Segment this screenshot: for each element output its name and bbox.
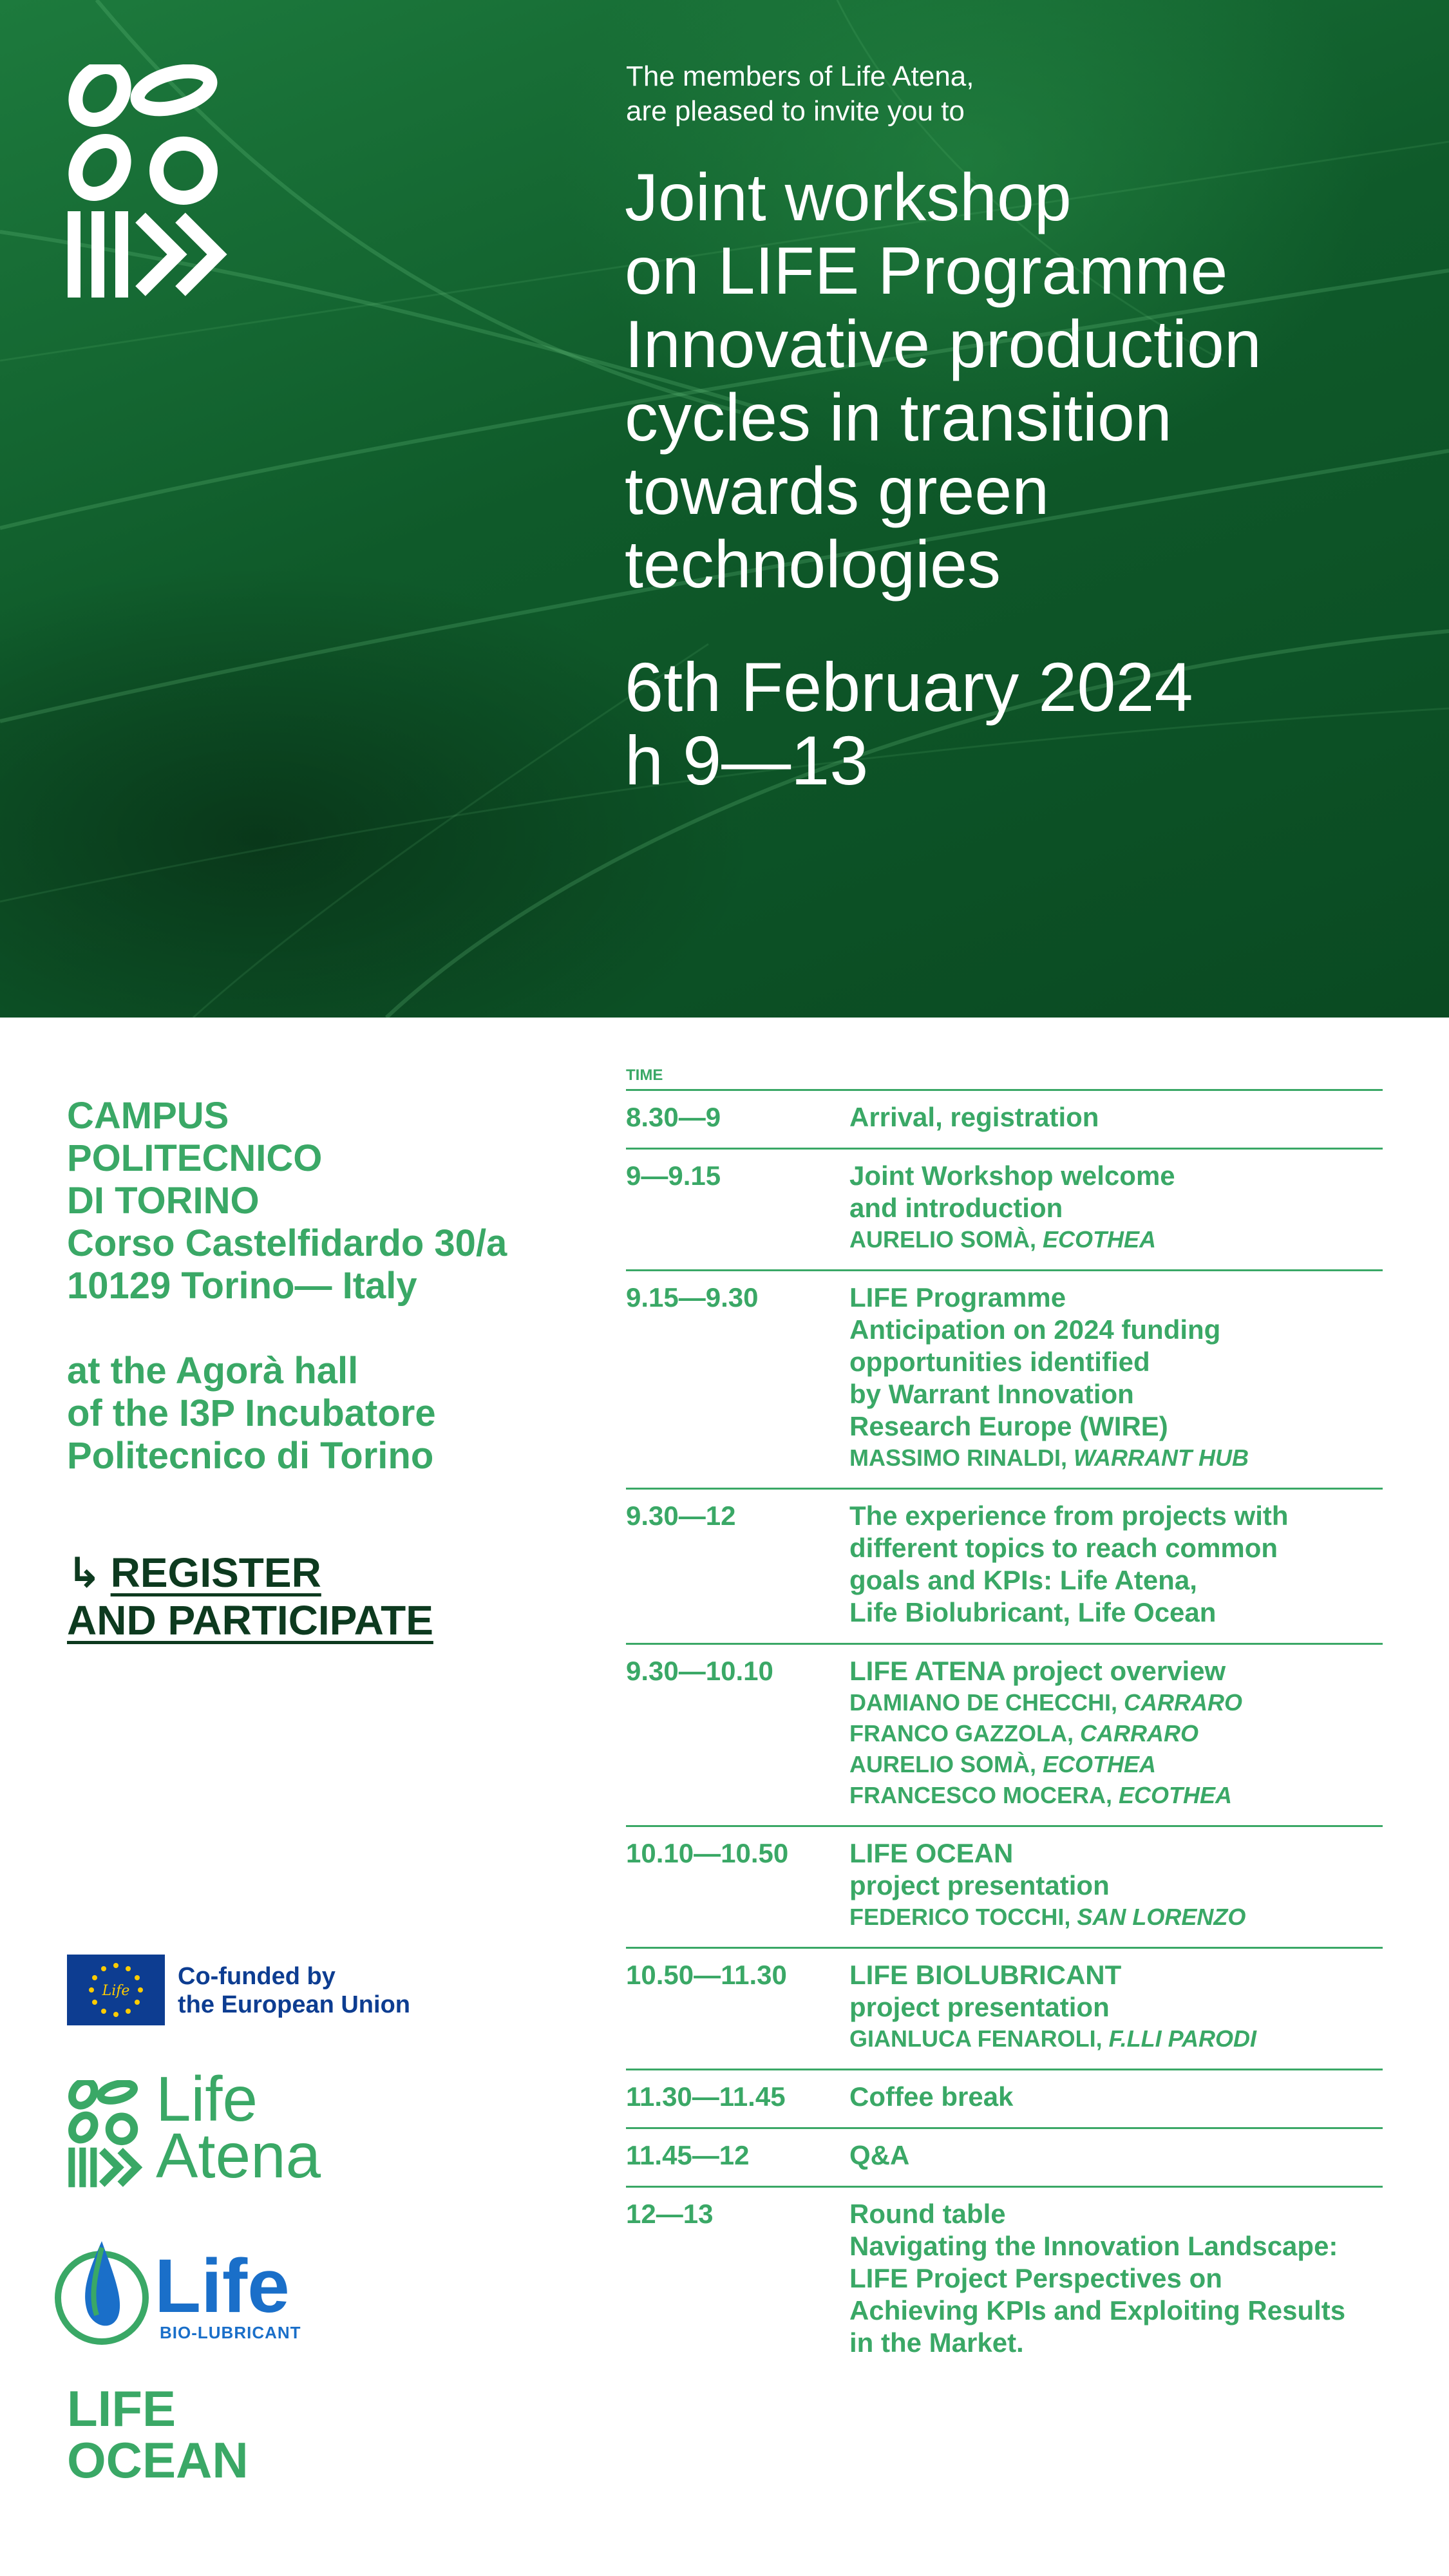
hall-line: of the I3P Incubatore xyxy=(67,1392,436,1434)
session-title-line: LIFE ATENA project overview xyxy=(849,1656,1226,1686)
session-time: 10.50—11.30 xyxy=(626,1960,787,1990)
session-title-line: LIFE OCEAN xyxy=(849,1838,1014,1868)
session-details xyxy=(849,1160,1383,1255)
session-title-line: project presentation xyxy=(849,1992,1110,2022)
session-title-line: LIFE BIOLUBRICANT xyxy=(849,1960,1122,1990)
session-title-line: project presentation xyxy=(849,1870,1110,1900)
title-line: towards green xyxy=(625,454,1050,529)
biolubricant-drop-icon xyxy=(49,2235,158,2351)
biolubricant-subtitle: BIO-LUBRICANT xyxy=(160,2323,301,2342)
eu-cofunded-logo xyxy=(67,1955,466,2027)
speaker-name: AURELIO SOMÀ, xyxy=(849,1226,1043,1253)
session-title-line: LIFE Programme xyxy=(849,1282,1066,1312)
table-row xyxy=(626,2129,1383,2188)
speaker xyxy=(849,1718,1383,1749)
biolubricant-wordmark: Life xyxy=(155,2244,290,2329)
intro-line: The members of Life Atena, xyxy=(626,61,974,92)
title-line: cycles in transition xyxy=(625,381,1172,455)
event-date: 6th February 2024 xyxy=(625,648,1193,726)
session-details xyxy=(849,2081,1383,2113)
venue-line: POLITECNICO xyxy=(67,1137,323,1179)
session-title-line: in the Market. xyxy=(849,2327,1024,2358)
event-title xyxy=(625,161,1417,601)
venue-address xyxy=(67,1095,582,1477)
session-title-line: goals and KPIs: Life Atena, xyxy=(849,1565,1197,1595)
invitation-intro xyxy=(626,59,1367,129)
session-details xyxy=(849,1101,1383,1133)
session-details xyxy=(849,1959,1383,2054)
time-column-header: TIME xyxy=(626,1066,1383,1091)
session-details xyxy=(849,1282,1383,1473)
session-time: 12—13 xyxy=(626,2199,714,2229)
table-row xyxy=(626,1091,1383,1150)
session-title-line: Life Biolubricant, Life Ocean xyxy=(849,1597,1217,1627)
table-row xyxy=(626,1949,1383,2070)
session-title-line: Anticipation on 2024 funding xyxy=(849,1314,1221,1345)
session-details xyxy=(849,2198,1383,2359)
session-title-line: Achieving KPIs and Exploiting Results xyxy=(849,2295,1346,2325)
speaker-organization: CARRARO xyxy=(1079,1720,1198,1747)
speaker xyxy=(849,1749,1383,1780)
session-title-line: Joint Workshop welcome xyxy=(849,1160,1175,1191)
wordmark-line: LIFE xyxy=(67,2380,176,2437)
session-time: 8.30—9 xyxy=(626,1102,721,1132)
eu-flag-icon xyxy=(67,1955,165,2025)
eu-text-line: Co-funded by xyxy=(178,1963,336,1990)
wordmark-line: OCEAN xyxy=(67,2432,249,2488)
speaker-organization: ECOTHEA xyxy=(1119,1782,1233,1808)
title-line: Joint workshop xyxy=(625,160,1072,235)
speaker-name: FRANCESCO MOCERA, xyxy=(849,1782,1119,1808)
table-row xyxy=(626,1271,1383,1490)
session-time: 9.15—9.30 xyxy=(626,1282,759,1312)
session-title-line: by Warrant Innovation xyxy=(849,1379,1134,1409)
session-time: 9—9.15 xyxy=(626,1160,721,1191)
life-atena-wordmark xyxy=(156,2063,321,2191)
session-time: 11.30—11.45 xyxy=(626,2081,786,2112)
speaker xyxy=(849,1443,1383,1473)
session-title-line: Navigating the Innovation Landscape: xyxy=(849,2231,1338,2261)
title-line: on LIFE Programme xyxy=(625,234,1228,308)
session-time: 9.30—12 xyxy=(626,1501,736,1531)
speaker-organization: F.LLI PARODI xyxy=(1108,2025,1256,2052)
speaker xyxy=(849,1224,1383,1255)
hero-banner xyxy=(0,0,1449,1018)
venue-line: 10129 Torino— Italy xyxy=(67,1265,417,1307)
life-ocean-wordmark xyxy=(67,2380,389,2488)
wordmark-line: Life xyxy=(156,2063,258,2134)
venue-line: CAMPUS xyxy=(67,1095,229,1137)
session-time: 11.45—12 xyxy=(626,2140,750,2170)
wordmark-line: Atena xyxy=(156,2120,321,2191)
register-link[interactable] xyxy=(67,1549,556,1644)
session-time: 9.30—10.10 xyxy=(626,1656,773,1686)
session-title-line: opportunities identified xyxy=(849,1347,1150,1377)
table-row xyxy=(626,1827,1383,1949)
session-title-line: Round table xyxy=(849,2199,1006,2229)
table-row xyxy=(626,1490,1383,1645)
speaker-name: GIANLUCA FENAROLI, xyxy=(849,2025,1109,2052)
hall-line: Politecnico di Torino xyxy=(67,1435,434,1477)
venue-line: DI TORINO xyxy=(67,1180,260,1222)
event-hours: h 9—13 xyxy=(625,721,869,799)
eu-text-line: the European Union xyxy=(178,1991,410,2018)
session-title-line: Coffee break xyxy=(849,2081,1014,2112)
session-title-line: The experience from projects with xyxy=(849,1501,1289,1531)
session-details xyxy=(849,1837,1383,1933)
intro-line: are pleased to invite you to xyxy=(626,95,965,127)
register-label[interactable]: AND PARTICIPATE xyxy=(67,1597,433,1643)
table-row xyxy=(626,1150,1383,1271)
venue-line: Corso Castelfidardo 30/a xyxy=(67,1222,507,1264)
session-details xyxy=(849,1500,1383,1629)
speaker-organization: WARRANT HUB xyxy=(1074,1444,1249,1471)
speaker xyxy=(849,1902,1383,1933)
eu-flag-life-text: Life xyxy=(102,1983,130,1999)
table-row xyxy=(626,1645,1383,1827)
speaker-name: FRANCO GAZZOLA, xyxy=(849,1720,1080,1747)
title-line: technologies xyxy=(625,527,1001,602)
session-details xyxy=(849,1655,1383,1811)
event-datetime xyxy=(625,650,1417,797)
session-title-line: Arrival, registration xyxy=(849,1102,1099,1132)
speaker-organization: SAN LORENZO xyxy=(1077,1904,1246,1930)
speaker-name: FEDERICO TOCCHI, xyxy=(849,1904,1077,1930)
speaker-name: MASSIMO RINALDI, xyxy=(849,1444,1074,1471)
session-title-line: Q&A xyxy=(849,2140,910,2170)
speaker-organization: ECOTHEA xyxy=(1043,1226,1157,1253)
session-time: 10.10—10.50 xyxy=(626,1838,789,1868)
speaker-organization: CARRARO xyxy=(1124,1689,1243,1716)
speaker-name: AURELIO SOMÀ, xyxy=(849,1751,1043,1777)
speaker xyxy=(849,1687,1383,1718)
speaker xyxy=(849,1780,1383,1811)
session-title-line: and introduction xyxy=(849,1193,1063,1223)
title-line: Innovative production xyxy=(625,307,1262,382)
speaker-name: DAMIANO DE CHECCHI, xyxy=(849,1689,1124,1716)
table-row xyxy=(626,2188,1383,2373)
session-title-line: LIFE Project Perspectives on xyxy=(849,2263,1222,2293)
speaker-organization: ECOTHEA xyxy=(1043,1751,1157,1777)
speaker xyxy=(849,2023,1383,2054)
register-label[interactable]: REGISTER xyxy=(110,1549,321,1596)
programme-rows xyxy=(626,1091,1383,2373)
arrow-return-icon: ↳ xyxy=(67,1549,102,1596)
session-details xyxy=(849,2139,1383,2172)
session-title-line: different topics to reach common xyxy=(849,1533,1278,1563)
hall-line: at the Agorà hall xyxy=(67,1350,359,1392)
life-atena-logo-icon xyxy=(64,64,238,303)
programme-table xyxy=(626,1066,1383,2373)
session-title-line: Research Europe (WIRE) xyxy=(849,1411,1168,1441)
table-row xyxy=(626,2070,1383,2129)
life-atena-small-logo-icon xyxy=(67,2080,147,2190)
